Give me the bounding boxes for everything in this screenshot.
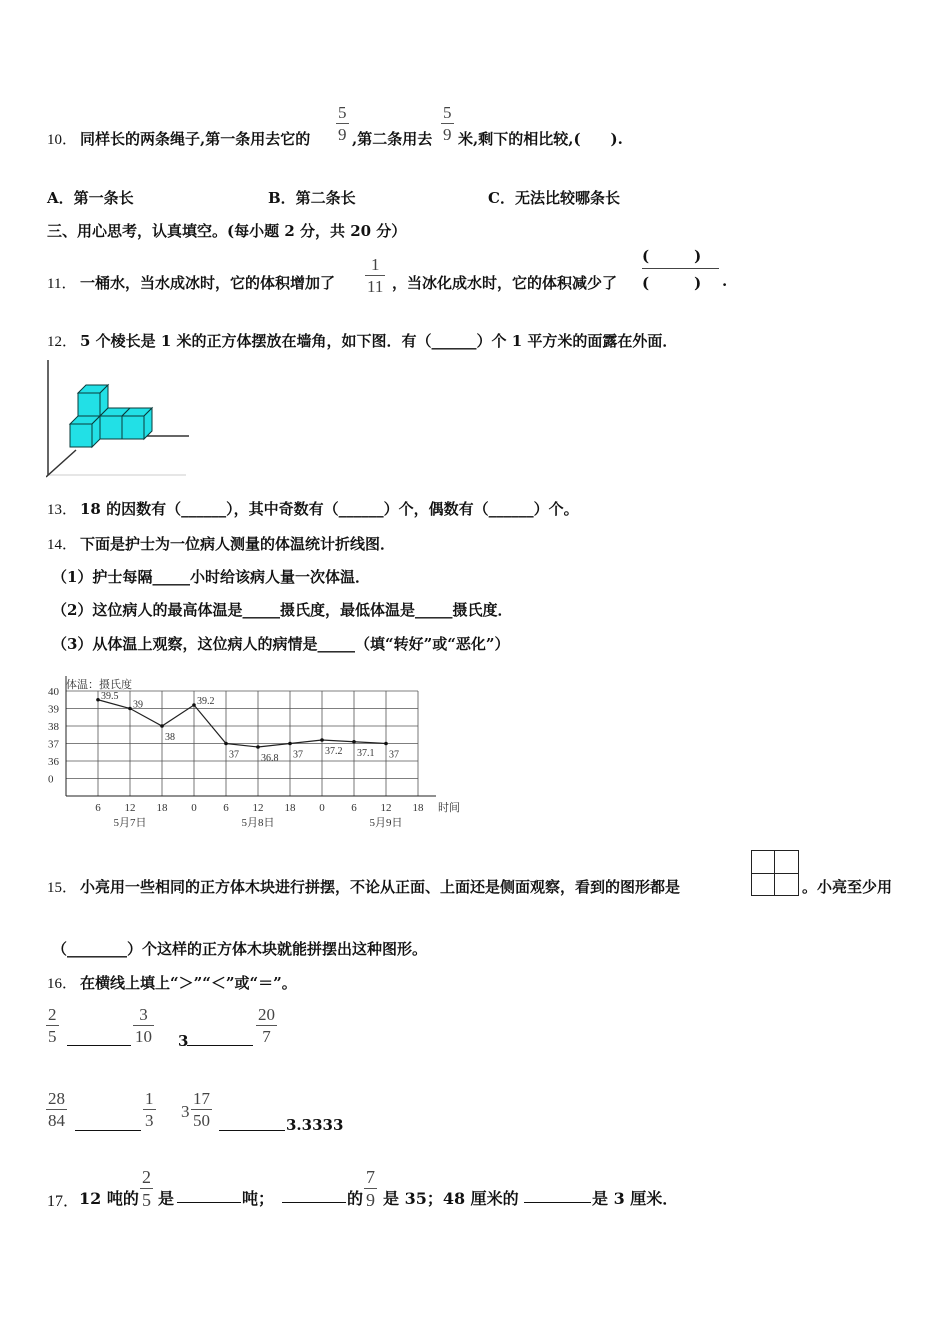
fraction-bar [46, 1109, 67, 1110]
fraction-numerator: 5 [443, 103, 452, 122]
question-text: 5 个棱长是 1 米的正方体摆放在墙角，如下图．有（______）个 1 平方米的面露在外面． [80, 332, 678, 350]
fraction-bar [256, 1025, 277, 1026]
y-tick-label: 39 [48, 703, 59, 716]
question-text: 是 [158, 1189, 175, 1208]
x-tick-label: 6 [351, 802, 357, 814]
data-label: 37 [229, 749, 239, 761]
data-label: 37 [389, 749, 399, 761]
question-text: 是 35；48 厘米的 [383, 1189, 519, 1208]
fraction-denominator: 11 [367, 277, 384, 296]
fraction-denominator: 5 [48, 1027, 57, 1046]
fraction [441, 104, 454, 143]
fraction-bar [140, 1188, 153, 1189]
square-grid-figure [751, 850, 799, 896]
data-point [128, 707, 132, 711]
data-point [192, 703, 196, 707]
fraction-denominator: 9 [443, 125, 452, 144]
question-text: 米,剩下的相比较,( ). [458, 130, 623, 148]
data-label: 37 [293, 749, 303, 761]
data-label: 36.8 [261, 753, 279, 764]
question-text: 在横线上填上“＞”“＜”或“＝”。 [80, 974, 297, 992]
question-number: 17． [47, 1193, 80, 1210]
fraction [256, 1006, 277, 1045]
cube-corner-figure [46, 360, 191, 478]
fraction [140, 1168, 153, 1209]
answer-blank[interactable] [67, 1031, 131, 1046]
data-point [384, 742, 388, 746]
answer-numerator-blank[interactable]: ( ) [642, 247, 702, 265]
question-text: ,第二条用去 [352, 130, 433, 148]
option-a: A．第一条长 [47, 189, 134, 207]
chart-grid [66, 676, 436, 796]
fraction-denominator: 50 [193, 1111, 210, 1130]
question-text: 吨； [242, 1189, 275, 1208]
question-text: 的 [347, 1189, 364, 1208]
option-b: B．第二条长 [268, 189, 356, 207]
x-tick-label: 12 [124, 802, 136, 814]
question-text: 同样长的两条绳子,第一条用去它的 [80, 130, 311, 148]
question-text: 下面是护士为一位病人测量的体温统计折线图． [80, 535, 396, 553]
x-tick-label: 0 [191, 802, 197, 814]
data-point [224, 742, 228, 746]
x-tick-label: 12 [252, 802, 264, 814]
answer-blank[interactable] [219, 1116, 285, 1131]
data-label: 39.2 [197, 696, 215, 707]
data-point [160, 724, 164, 728]
data-point [352, 740, 356, 744]
x-tick-label: 18 [156, 802, 168, 814]
x-tick-label: 12 [380, 802, 392, 814]
question-text: 是 3 厘米． [592, 1189, 679, 1208]
question-text: （________）个这样的正方体木块就能拼摆出这种图形。 [52, 940, 428, 958]
x-tick-label: 18 [284, 802, 296, 814]
fraction-bar [441, 123, 454, 124]
fraction-numerator: 17 [193, 1089, 210, 1108]
y-tick-label: 40 [48, 686, 59, 698]
question-number: 12． [47, 334, 78, 350]
data-label: 37.1 [357, 747, 375, 759]
answer-denominator-blank[interactable]: ( ) [642, 274, 702, 292]
fraction-denominator: 84 [48, 1111, 65, 1130]
x-axis-label: 时间 [438, 802, 460, 814]
answer-blank[interactable] [187, 1031, 253, 1046]
fraction-numerator: 28 [48, 1089, 65, 1108]
fraction-bar [143, 1109, 156, 1110]
fraction-numerator: 5 [338, 103, 347, 122]
data-point [288, 742, 292, 746]
grid-divider [752, 873, 798, 874]
fraction-numerator: 7 [366, 1167, 375, 1187]
sub-question-1: （1）护士每隔_____小时给该病人量一次体温． [52, 568, 370, 586]
date-label: 5月7日 [113, 817, 147, 829]
data-point [320, 738, 324, 742]
chart-title: 体温：摄氏度 [66, 679, 132, 691]
sub-question-3: （3）从体温上观察，这位病人的病情是_____（填“转好”或“恶化”） [52, 635, 510, 653]
mixed-number-whole: 3 [181, 1102, 190, 1121]
fraction-numerator: 1 [145, 1089, 154, 1108]
fraction-denominator: 3 [145, 1111, 154, 1130]
fraction-denominator: 7 [262, 1027, 271, 1046]
data-label: 37.2 [325, 746, 343, 757]
question-text: ，当冰化成水时，它的体积减少了 [392, 274, 618, 292]
fraction-bar [336, 123, 349, 124]
date-label: 5月9日 [369, 817, 403, 829]
question-number: 16． [47, 976, 78, 992]
fraction [46, 1090, 67, 1129]
y-tick-label: 36 [48, 756, 59, 768]
period: . [722, 272, 728, 290]
fraction [46, 1006, 59, 1045]
y-tick-label: 38 [48, 721, 59, 733]
fraction [143, 1090, 156, 1129]
decimal-number: 3.3333 [286, 1116, 344, 1134]
data-point [96, 698, 100, 702]
sub-question-2: （2）这位病人的最高体温是_____摄氏度，最低体温是_____摄氏度． [52, 601, 513, 619]
data-label: 39.5 [101, 690, 119, 702]
question-number: 10． [47, 132, 78, 148]
question-text: 12 吨的 [79, 1189, 139, 1208]
fraction-bar [365, 275, 385, 276]
temperature-line-chart [44, 670, 464, 835]
question-number: 11． [47, 276, 77, 292]
fraction-bar [191, 1109, 212, 1110]
answer-blank[interactable] [282, 1188, 346, 1203]
fraction-bar [642, 268, 719, 269]
data-label: 39 [133, 699, 143, 711]
question-number: 13． [47, 502, 78, 518]
x-tick-label: 6 [95, 802, 101, 814]
data-label: 38 [165, 732, 175, 743]
date-label: 5月8日 [241, 817, 275, 829]
fraction-numerator: 1 [370, 255, 380, 274]
fraction [336, 104, 349, 143]
answer-blank[interactable] [75, 1116, 141, 1131]
fraction [191, 1090, 212, 1129]
question-text: 18 的因数有（______），其中奇数有（______）个，偶数有（______）个。 [80, 500, 579, 518]
x-tick-label: 6 [223, 802, 229, 814]
answer-blank[interactable] [177, 1188, 241, 1203]
fraction-numerator: 3 [139, 1005, 148, 1024]
section-heading: 三、用心思考，认真填空。(每小题 2 分，共 20 分） [47, 222, 407, 240]
fraction-bar [364, 1188, 377, 1189]
y-tick-label: 37 [48, 738, 59, 751]
fraction-numerator: 2 [48, 1005, 57, 1024]
fraction-denominator: 5 [142, 1190, 151, 1210]
question-text: 。小亮至少用 [802, 878, 893, 896]
fraction [133, 1006, 154, 1045]
x-tick-label: 0 [319, 802, 325, 814]
fraction-denominator: 10 [135, 1027, 152, 1046]
whole-number: 3 [178, 1032, 189, 1050]
question-number: 15． [47, 880, 78, 896]
fraction-numerator: 2 [142, 1167, 151, 1187]
answer-blank[interactable] [524, 1188, 591, 1203]
y-tick-label: 0 [48, 773, 54, 786]
fraction-bar [46, 1025, 59, 1026]
question-text: 一桶水，当水成冰时，它的体积增加了 [80, 274, 336, 292]
fraction-denominator: 9 [338, 125, 347, 144]
fraction-numerator: 20 [258, 1005, 275, 1024]
data-point [256, 745, 260, 749]
question-text: 小亮用一些相同的正方体木块进行拼摆，不论从正面、上面还是侧面观察，看到的图形都是 [80, 878, 681, 896]
x-tick-label: 18 [412, 802, 424, 814]
fraction-denominator: 9 [366, 1190, 375, 1210]
fraction [364, 1168, 377, 1209]
option-c: C．无法比较哪条长 [488, 189, 620, 207]
fraction [365, 256, 385, 295]
question-number: 14． [47, 537, 78, 553]
fraction-bar [133, 1025, 154, 1026]
